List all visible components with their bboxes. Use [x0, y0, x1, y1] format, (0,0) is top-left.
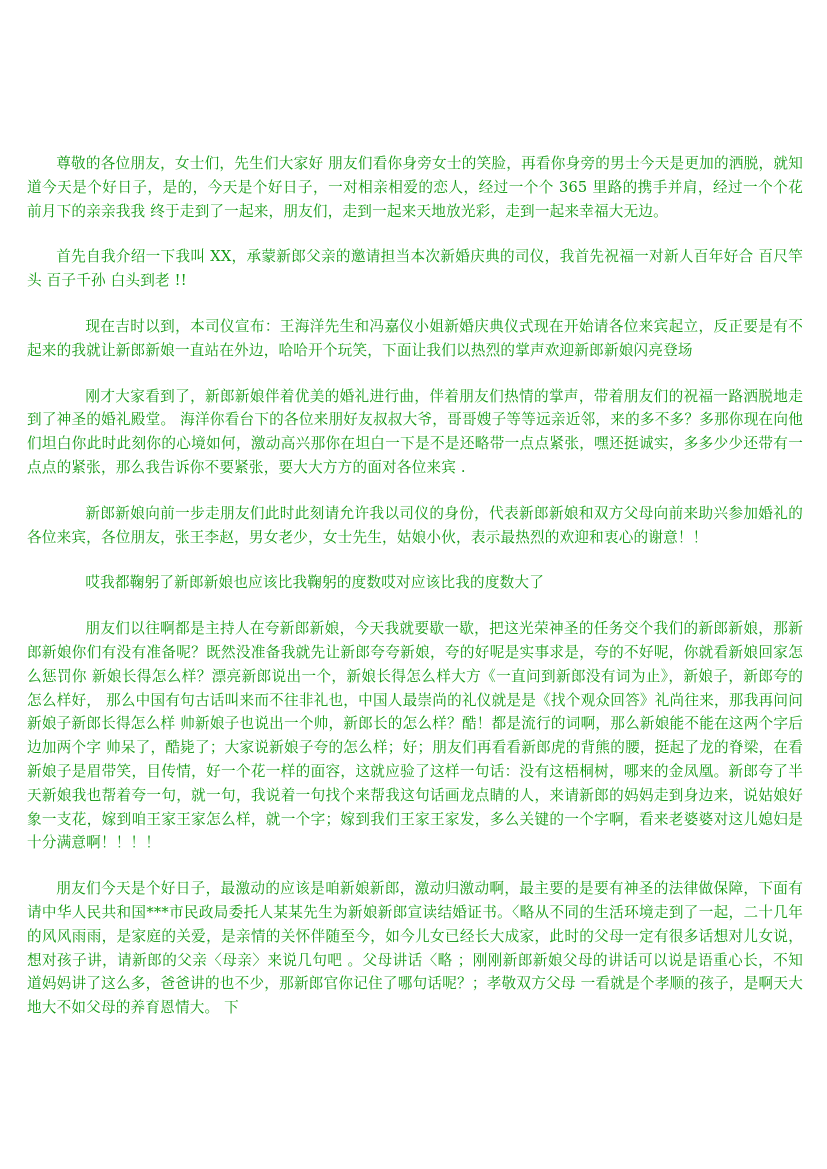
paragraph-greeting: 尊敬的各位朋友，女士们，先生们大家好 朋友们看你身旁女士的笑脸，再看你身旁的男士今天是更加的洒脱，就知道今天是个好日子，是的，今天是个好日子，一对相亲相爱的恋人，经过一个个 365 里路的携手并肩，经过一个个花前月下的亲亲我我 终于走到了一起来，朋友们，走到一起来天地放光彩，走到一起来幸福大无边。	[27, 155, 803, 220]
paragraph-bowing: 哎我都鞠躬了新郎新娘也应该比我鞠躬的度数哎对应该比我的度数大了	[85, 574, 544, 592]
paragraph-praise: 朋友们以往啊都是主持人在夸新郎新娘，今天我就要歇一歇，把这光荣神圣的任务交个我们的新郎新娘，那新郎新娘你们有没有准备呢？既然没准备我就先让新郎夸夸新娘，夸的好呢是实事求是，夸的不好呢，你就看新娘回家怎么惩罚你 新娘长得怎么样？漂亮新郎说出一个，新娘长得怎么样大方《一直问到新郎没有词为止》，新娘子，新郎夸的怎么样好， 那么中国有句古话叫来而不往非礼也，中国人最崇尚的礼仪就是是《找个观众回答》礼尚往来，那我再问问新娘子新郎长得怎么样 帅新娘子也说出一个帅，新郎长的怎么样？酷！都是流行的词啊，那么新娘能不能在这两个字后边加两个字 帅呆了，酷毙了；大家说新娘子夸的怎么样；好；朋友们再看看新郎虎的背熊的腰，挺起了龙的脊梁，在看新娘子是眉带笑，目传情，好一个花一样的面容，这就应验了这样一句话：没有这梧桐树，哪来的金凤凰。新郎夸了半天新娘我也帮着夸一句，就一句，我说着一句找个来帮我这句话画龙点睛的人，来请新郎的妈妈走到身边来，说姑娘好象一支花，嫁到咱王家王家怎么样，就一个字；嫁到我们王家王家发，多么关键的一个字啊，看来老婆婆对这儿媳妇是十分满意啊！！！！	[27, 620, 803, 852]
paragraph-ceremony-start: 现在吉时以到，本司仪宣布：王海洋先生和冯嘉仪小姐新婚庆典仪式现在开始请各位来宾起立，反正要是有不起来的我就让新郎新娘一直站在外边，哈哈开个玩笑，下面让我们以热烈的掌声欢迎新郎新娘闪亮登场	[27, 317, 803, 359]
paragraph-thanks-guests: 新郎新娘向前一步走朋友们此时此刻请允许我以司仪的身份，代表新郎新娘和双方父母向前来助兴参加婚礼的各位来宾，各位朋友，张王李赵，男女老少，女士先生，姑娘小伙，表示最热烈的欢迎和衷心的谢意！！	[27, 504, 803, 546]
paragraph-wedding-march: 刚才大家看到了，新郎新娘伴着优美的婚礼进行曲，伴着朋友们热情的掌声，带着朋友们的祝福一路洒脱地走到了神圣的婚礼殿堂。 海洋你看台下的各位来朋好友叔叔大爷，哥哥嫂子等等远亲近邻，来的多不多？多那你现在向他们坦白你此时此刻你的心境如何，激动高兴那你在坦白一下是不是还略带一点点紧张，嘿还挺诚实，多多少少还带有一点点的紧张，那么我告诉你不要紧张，要大大方方的面对各位来宾 .	[27, 387, 803, 476]
paragraph-self-intro: 首先自我介绍一下我叫 XX，承蒙新郎父亲的邀请担当本次新婚庆典的司仪，我首先祝福一对新人百年好合 百尺竿头 百子千孙 白头到老 !!	[27, 248, 803, 290]
document-page	[27, 152, 803, 1042]
paragraph-certificate: 朋友们今天是个好日子，最激动的应该是咱新娘新郎，激动归激动啊，最主要的是要有神圣的法律做保障，下面有请中华人民共和国***市民政局委托人某某先生为新娘新郎宣读结婚证书。〈略从不同的生活环境走到了一起，二十几年的风风雨雨，是家庭的关爱，是亲情的关怀伴随至今，如今儿女已经长大成家，此时的父母一定有很多话想对儿女说，想对孩子讲，请新郎的父亲〈母亲〉来说几句吧 。父母讲话〈略 ；刚刚新郎新娘父母的讲话可以说是语重心长，不知道妈妈讲了这么多，爸爸讲的也不少，那新郎官你记住了哪句话呢？；孝敬双方父母 一看就是个孝顺的孩子，是啊天大地大不如父母的养育恩情大。 下	[27, 880, 803, 1017]
